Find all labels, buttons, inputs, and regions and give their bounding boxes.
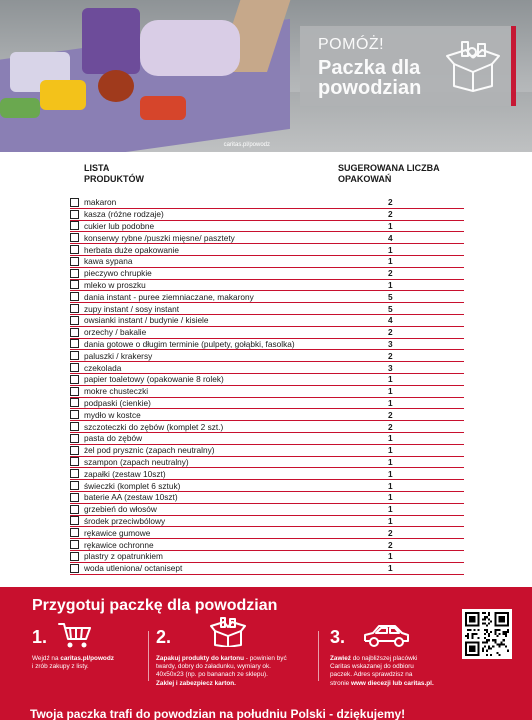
item-quantity: 1 [388, 386, 393, 397]
item-checkbox[interactable] [70, 481, 79, 490]
product-list [70, 197, 464, 575]
item-quantity: 2 [388, 421, 393, 432]
item-name: grzebień do włosów [84, 504, 157, 515]
list-item [70, 527, 464, 539]
list-item [70, 209, 464, 221]
item-checkbox[interactable] [70, 528, 79, 537]
list-item [70, 374, 464, 386]
item-name: mokre chusteczki [84, 386, 149, 397]
footer-thank-you: Twoja paczka trafi do powodzian na południu Polski - dziękujemy! [30, 707, 406, 720]
package-box-icon [210, 617, 246, 647]
item-quantity: 4 [388, 315, 393, 326]
list-item [70, 480, 464, 492]
list-item [70, 516, 464, 528]
list-item [70, 315, 464, 327]
item-name: pasta do zębów [84, 433, 143, 444]
item-checkbox[interactable] [70, 375, 79, 384]
item-quantity: 5 [388, 303, 393, 314]
list-item [70, 221, 464, 233]
item-quantity: 2 [388, 409, 393, 420]
item-checkbox[interactable] [70, 210, 79, 219]
item-name: woda utleniona/ octanisept [84, 563, 183, 574]
item-checkbox[interactable] [70, 564, 79, 573]
item-checkbox[interactable] [70, 257, 79, 266]
item-quantity: 1 [388, 256, 393, 267]
product-can [140, 96, 186, 120]
step-divider [318, 631, 319, 681]
item-name: kasza (różne rodzaje) [84, 209, 164, 220]
item-quantity: 1 [388, 551, 393, 562]
item-quantity: 2 [388, 327, 393, 338]
hero-photo [0, 0, 532, 152]
item-checkbox[interactable] [70, 221, 79, 230]
list-item [70, 256, 464, 268]
item-checkbox[interactable] [70, 280, 79, 289]
shopping-cart-icon [58, 621, 92, 649]
product-bag [40, 80, 86, 110]
item-name: cukier lub podobne [84, 220, 155, 231]
item-name: mydło w kostce [84, 409, 141, 420]
list-item [70, 551, 464, 563]
list-item [70, 244, 464, 256]
item-name: szampon (zapach neutralny) [84, 456, 189, 467]
item-checkbox[interactable] [70, 387, 79, 396]
item-quantity: 2 [388, 350, 393, 361]
item-checkbox[interactable] [70, 198, 79, 207]
banner-pre-title: POMÓŻ! [318, 36, 385, 53]
list-item [70, 421, 464, 433]
instructions-footer [0, 587, 532, 720]
item-checkbox[interactable] [70, 505, 79, 514]
list-header-quantity: SUGEROWANA LICZBA OPAKOWAŃ [338, 163, 440, 184]
item-name: zupy instant / sosy instant [84, 303, 180, 314]
item-quantity: 1 [388, 492, 393, 503]
item-quantity: 1 [388, 456, 393, 467]
item-name: dania instant - puree ziemniaczane, makarony [84, 291, 254, 302]
product-package [82, 8, 140, 74]
item-name: baterie AA (zestaw 10szt) [84, 492, 178, 503]
list-item [70, 268, 464, 280]
item-checkbox[interactable] [70, 339, 79, 348]
item-name: podpaski (cienkie) [84, 397, 151, 408]
item-name: pieczywo chrupkie [84, 268, 152, 279]
title-banner [300, 26, 516, 106]
list-item [70, 398, 464, 410]
list-item [70, 197, 464, 209]
list-item [70, 504, 464, 516]
toilet-paper-pack [140, 20, 240, 76]
item-name: kawa sypana [84, 256, 133, 267]
item-checkbox[interactable] [70, 422, 79, 431]
item-name: rękawice gumowe [84, 527, 151, 538]
item-quantity: 3 [388, 338, 393, 349]
banner-accent-bar [511, 26, 516, 106]
item-name: owsianki instant / budynie / kisiele [84, 315, 209, 326]
list-item [70, 433, 464, 445]
item-quantity: 2 [388, 539, 393, 550]
qr-code-icon[interactable] [462, 609, 512, 659]
item-name: herbata duże opakowanie [84, 244, 180, 255]
item-quantity: 1 [388, 504, 393, 515]
list-item [70, 468, 464, 480]
list-header-products: LISTA PRODUKTÓW [84, 163, 144, 184]
footer-title: Przygotuj paczkę dla powodzian [32, 597, 278, 614]
item-quantity: 1 [388, 279, 393, 290]
item-quantity: 1 [388, 563, 393, 574]
item-checkbox[interactable] [70, 233, 79, 242]
item-checkbox[interactable] [70, 351, 79, 360]
list-item [70, 457, 464, 469]
item-checkbox[interactable] [70, 540, 79, 549]
list-item [70, 303, 464, 315]
list-item [70, 339, 464, 351]
list-item [70, 492, 464, 504]
item-quantity: 2 [388, 209, 393, 220]
car-icon [362, 623, 410, 649]
item-checkbox[interactable] [70, 292, 79, 301]
step-3-text: Zawieź do najbliższej placówki Caritas wskazanej do odbioru paczek. Adres sprawdzisz na stronie www diecezji lub caritas.pl. [330, 655, 434, 687]
list-item [70, 232, 464, 244]
item-name: czekolada [84, 362, 122, 373]
item-quantity: 2 [388, 527, 393, 538]
item-checkbox[interactable] [70, 304, 79, 313]
item-checkbox[interactable] [70, 398, 79, 407]
step-2-number: 2. [156, 627, 172, 647]
item-checkbox[interactable] [70, 552, 79, 561]
list-item [70, 327, 464, 339]
banner-title: Paczka dla powodzian [318, 57, 422, 99]
list-item [70, 350, 464, 362]
list-item [70, 445, 464, 457]
item-checkbox[interactable] [70, 410, 79, 419]
donation-box-icon [444, 40, 502, 92]
item-name: dania gotowe o długim terminie (pulpety, gołąbki, fasolka) [84, 338, 295, 349]
item-name: zapałki (zestaw 10szt) [84, 468, 166, 479]
item-quantity: 2 [388, 268, 393, 279]
item-quantity: 1 [388, 244, 393, 255]
item-name: żel pod prysznic (zapach neutralny) [84, 445, 215, 456]
item-checkbox[interactable] [70, 434, 79, 443]
item-quantity: 2 [388, 197, 393, 208]
item-checkbox[interactable] [70, 328, 79, 337]
item-quantity: 1 [388, 397, 393, 408]
item-checkbox[interactable] [70, 493, 79, 502]
list-item [70, 291, 464, 303]
item-checkbox[interactable] [70, 245, 79, 254]
item-name: papier toaletowy (opakowanie 8 rolek) [84, 374, 224, 385]
item-quantity: 1 [388, 445, 393, 456]
product-green [0, 98, 40, 118]
item-name: paluszki / krakersy [84, 350, 153, 361]
item-checkbox[interactable] [70, 469, 79, 478]
step-1-text: Wejdź na caritas.pl/powodz i zrób zakupy z listy. [32, 655, 114, 671]
step-divider [148, 631, 149, 681]
item-quantity: 1 [388, 468, 393, 479]
item-checkbox[interactable] [70, 269, 79, 278]
item-name: konserwy rybne /puszki mięsne/ pasztety [84, 232, 235, 243]
item-checkbox[interactable] [70, 446, 79, 455]
item-name: plastry z opatrunkiem [84, 551, 163, 562]
list-item [70, 386, 464, 398]
list-item [70, 563, 464, 575]
list-item [70, 280, 464, 292]
photo-credit: caritas.pl/powodz [223, 142, 270, 148]
list-item [70, 409, 464, 421]
item-quantity: 5 [388, 291, 393, 302]
step-2-text: Zapakuj produkty do kartonu - powinien być twardy, dobry do załadunku, wymiary ok. 40x50x23 (np. po bananach ze sklepu). Zaklej i zabezpiecz karton. [156, 655, 287, 687]
list-item [70, 362, 464, 374]
item-name: orzechy / bakalie [84, 327, 147, 338]
item-name: rękawice ochronne [84, 539, 154, 550]
item-quantity: 1 [388, 515, 393, 526]
item-quantity: 3 [388, 362, 393, 373]
list-item [70, 539, 464, 551]
item-name: mleko w proszku [84, 279, 146, 290]
item-quantity: 1 [388, 374, 393, 385]
item-checkbox[interactable] [70, 316, 79, 325]
item-name: świeczki (komplet 6 sztuk) [84, 480, 181, 491]
item-name: makaron [84, 197, 117, 208]
item-name: środek przeciwbólowy [84, 515, 166, 526]
step-3-number: 3. [330, 627, 346, 647]
item-checkbox[interactable] [70, 457, 79, 466]
item-quantity: 1 [388, 220, 393, 231]
item-quantity: 1 [388, 480, 393, 491]
item-quantity: 1 [388, 433, 393, 444]
item-quantity: 4 [388, 232, 393, 243]
item-checkbox[interactable] [70, 363, 79, 372]
step-1-number: 1. [32, 627, 48, 647]
product-jar [98, 70, 134, 102]
item-name: szczoteczki do zębów (komplet 2 szt.) [84, 421, 224, 432]
item-checkbox[interactable] [70, 516, 79, 525]
